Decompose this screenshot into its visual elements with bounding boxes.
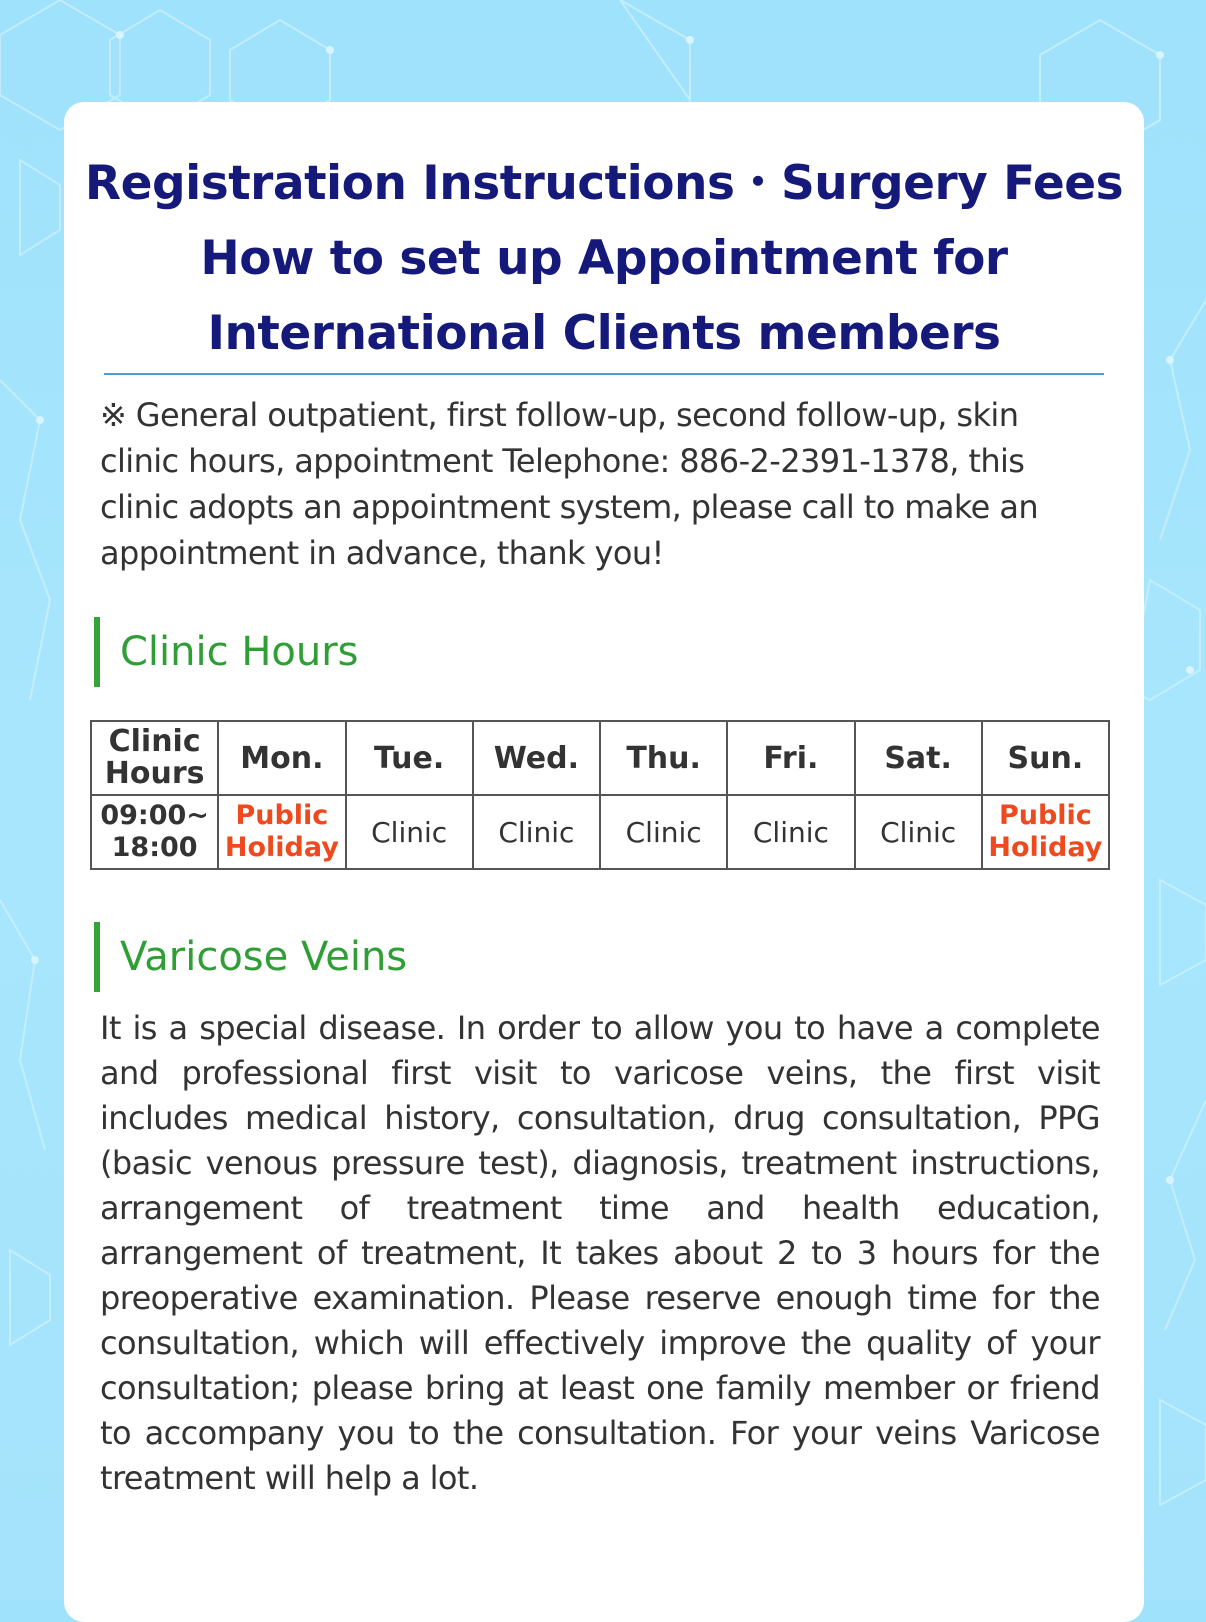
day-header-tue: Tue. — [346, 721, 473, 795]
clinic-hours-heading: Clinic Hours — [94, 617, 359, 687]
status-cell-mon: Public Holiday — [218, 795, 345, 869]
day-header-sun: Sun. — [982, 721, 1109, 795]
table-header-row — [91, 721, 1109, 795]
varicose-veins-heading: Varicose Veins — [94, 922, 407, 992]
varicose-veins-description: It is a special disease. In order to allow you to have a complete and professional first visit to varicose veins, the first visit includes medical history, consultation, drug consultation, PPG (basic venous pressure test), diagnosis, treatment instructions, arrangement of treatment time and health education, arrangement of treatment, It takes about 2 to 3 hours for the preoperative examination. Please reserve enough time for the consultation, which will effectively improve the quality of your consultation; please bring at least one family member or friend to accompany you to the consultation. For your veins Varicose treatment will help a lot. — [100, 1009, 1100, 1497]
time-range-cell: 09:00~ 18:00 — [91, 795, 218, 869]
table-row — [91, 795, 1109, 869]
day-header-mon: Mon. — [218, 721, 345, 795]
title-line-2: How to set up Appointment for — [200, 231, 1008, 286]
status-cell-sun: Public Holiday — [982, 795, 1109, 869]
day-header-fri: Fri. — [727, 721, 854, 795]
page-title — [64, 146, 1144, 371]
status-cell-fri: Clinic — [727, 795, 854, 869]
table-header-label: Clinic Hours — [91, 721, 218, 795]
title-line-1: Registration Instructions・Surgery Fees — [84, 156, 1124, 211]
day-header-thu: Thu. — [600, 721, 727, 795]
content-card — [64, 102, 1144, 1622]
clinic-hours-table — [90, 720, 1110, 870]
status-cell-sat: Clinic — [855, 795, 982, 869]
status-cell-tue: Clinic — [346, 795, 473, 869]
title-line-3: International Clients members — [207, 306, 1001, 361]
status-cell-wed: Clinic — [473, 795, 600, 869]
day-header-wed: Wed. — [473, 721, 600, 795]
appointment-notice: ※ General outpatient, first follow-up, second follow-up, skin clinic hours, appointment Telephone: 886-2-2391-1378, this clinic adopts an appointment system, please call to make an appointment in advance, thank you! — [100, 396, 1039, 572]
day-header-sat: Sat. — [855, 721, 982, 795]
title-divider — [104, 373, 1104, 375]
status-cell-thu: Clinic — [600, 795, 727, 869]
